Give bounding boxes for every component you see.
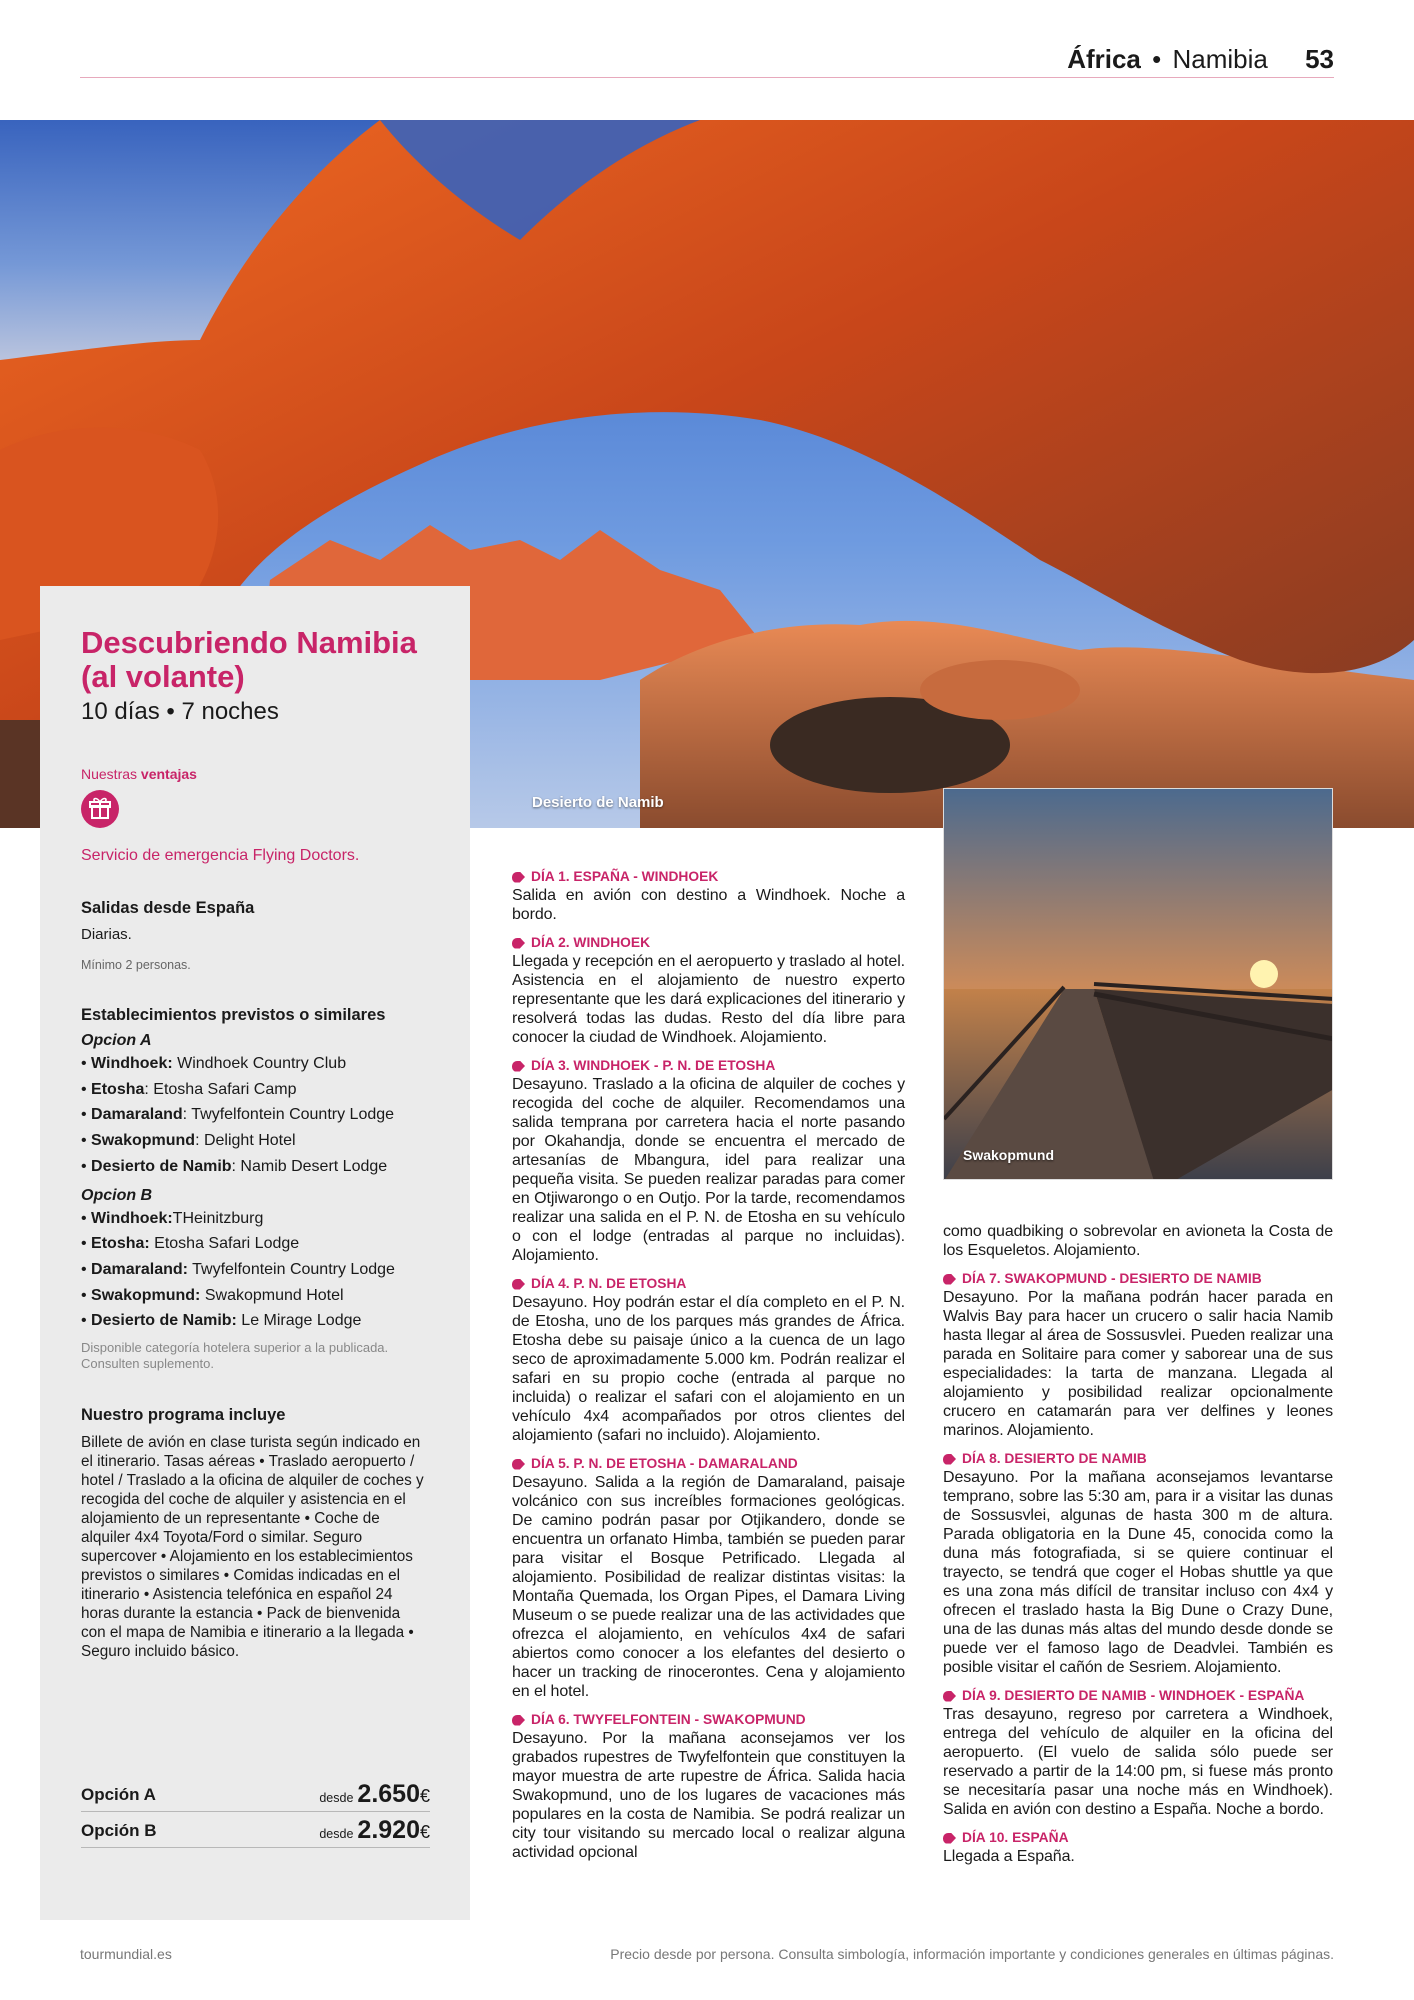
itinerary-day bbox=[943, 1687, 1333, 1819]
includes-text: Billete de avión en clase turista según indicado en el itinerario. Tasas aéreas • Traslado aeropuerto / hotel / Traslado a la oficina de alquiler de coches y recogida del coche de alquiler y asistencia en el alojamiento de un representante • Coche de alquiler 4x4 Toyota/Ford o similar. Seguro supercover • Alojamiento en los establecimientos previstos o similares • Comidas indicadas en el itinerario • Asistencia telefónica en español 24 horas durante la estancia • Pack de bienvenida con el mapa de Namibia e itinerario a la llegada • Seguro incluido básico. bbox=[81, 1434, 424, 1661]
day-title: DÍA 10. ESPAÑA bbox=[962, 1830, 1069, 1845]
price-row-option-b bbox=[81, 1812, 430, 1848]
list-item: • Damaraland: Twyfelfontein Country Lodge bbox=[81, 1106, 395, 1124]
trip-duration: 10 días • 7 noches bbox=[81, 698, 279, 725]
lodging-title: Establecimientos previstos o similares bbox=[81, 1006, 386, 1024]
header-country: Namibia bbox=[1172, 44, 1268, 74]
departures-frequency: Diarias. bbox=[81, 926, 132, 943]
footer-site-link[interactable]: tourmundial.es bbox=[80, 1946, 172, 1962]
departures-minimum: Mínimo 2 personas. bbox=[81, 958, 191, 972]
itinerary-day-intro bbox=[943, 1222, 1333, 1260]
arrow-icon bbox=[512, 938, 525, 949]
trip-title: Descubriendo Namibia (al volante) bbox=[81, 625, 417, 694]
footer-note: Precio desde por persona. Consulta simbología, información importante y condiciones generales en últimas páginas. bbox=[610, 1946, 1334, 1962]
advantages-label-prefix: Nuestras bbox=[81, 766, 138, 782]
day-text: Desayuno. Por la mañana podrán hacer parada en Walvis Bay para hacer un crucero o salir hacia Namib hasta llegar al área de Sossusvlei. Pueden realizar una parada en Solitaire para comer y saborear una de sus especialidades: la tarta de manzana. Llegada al alojamiento y posibilidad realizar opcionalmente crucero en catamarán para ver delfines y leones marinos. Alojamiento. bbox=[943, 1289, 1333, 1439]
page-header bbox=[80, 44, 1334, 78]
price-row-option-a bbox=[81, 1776, 430, 1812]
day-text: como quadbiking o sobrevolar en avioneta la Costa de los Esqueletos. Alojamiento. bbox=[943, 1223, 1333, 1259]
itinerary-day bbox=[512, 1455, 905, 1701]
list-item: • Windhoek: Windhoek Country Club bbox=[81, 1055, 347, 1072]
day-title: DÍA 6. TWYFELFONTEIN - SWAKOPMUND bbox=[531, 1712, 806, 1727]
lodging-option-a-list bbox=[81, 1051, 430, 1180]
lodging-option-b-list bbox=[81, 1206, 430, 1335]
list-item: • Windhoek:THeinitzburg bbox=[81, 1209, 264, 1227]
day-title: DÍA 4. P. N. DE ETOSHA bbox=[531, 1276, 687, 1291]
day-title: DÍA 5. P. N. DE ETOSHA - DAMARALAND bbox=[531, 1456, 798, 1471]
header-region: África bbox=[1067, 44, 1141, 74]
arrow-icon bbox=[943, 1833, 956, 1844]
header-breadcrumb bbox=[1067, 44, 1334, 74]
arrow-icon bbox=[943, 1454, 956, 1465]
lodging-option-b-heading: Opcion B bbox=[81, 1186, 153, 1204]
itinerary-day bbox=[512, 1711, 905, 1862]
itinerary-column-1 bbox=[512, 868, 905, 1872]
advantage-text: Servicio de emergencia Flying Doctors. bbox=[81, 847, 360, 864]
day-title: DÍA 3. WINDHOEK - P. N. DE ETOSHA bbox=[531, 1058, 776, 1073]
list-item: • Damaraland: Twyfelfontein Country Lodge bbox=[81, 1260, 395, 1278]
swakopmund-photo bbox=[943, 788, 1333, 1180]
itinerary-day bbox=[943, 1450, 1333, 1677]
arrow-icon bbox=[512, 1061, 525, 1072]
day-title: DÍA 1. ESPAÑA - WINDHOEK bbox=[531, 869, 719, 884]
list-item: • Etosha: Etosha Safari Lodge bbox=[81, 1235, 300, 1253]
itinerary-day bbox=[512, 1057, 905, 1265]
gift-icon bbox=[81, 790, 119, 828]
day-title: DÍA 2. WINDHOEK bbox=[531, 935, 651, 950]
arrow-icon bbox=[943, 1691, 956, 1702]
day-title: DÍA 8. DESIERTO DE NAMIB bbox=[962, 1451, 1147, 1466]
list-item: • Desierto de Namib: Namib Desert Lodge bbox=[81, 1157, 388, 1175]
price-value: desde 2.650€ bbox=[319, 1780, 430, 1808]
advantages-label bbox=[81, 766, 430, 782]
page-number: 53 bbox=[1305, 44, 1334, 74]
price-label: Opción A bbox=[81, 1785, 156, 1804]
day-text: Tras desayuno, regreso por carretera a Windhoek, entrega del vehículo de alquiler en la oficina del aeropuerto. (El vuelo de salida sólo puede ser reservado a partir de la 14:00 pm, si fuese más pronto se necesitaría pasar una noche más en Windhoek). Salida en avión con destino a España. Noche a bordo. bbox=[943, 1706, 1333, 1818]
list-item: • Swakopmund: Swakopmund Hotel bbox=[81, 1286, 344, 1304]
day-title: DÍA 7. SWAKOPMUND - DESIERTO DE NAMIB bbox=[962, 1271, 1262, 1286]
arrow-icon bbox=[512, 1459, 525, 1470]
itinerary-day bbox=[512, 934, 905, 1047]
itinerary-day bbox=[512, 1275, 905, 1445]
itinerary-day bbox=[943, 1270, 1333, 1440]
itinerary-day bbox=[512, 868, 905, 924]
price-label: Opción B bbox=[81, 1821, 157, 1840]
list-item: • Etosha: Etosha Safari Camp bbox=[81, 1080, 297, 1098]
advantages-label-bold: ventajas bbox=[140, 766, 197, 782]
lodging-option-a-heading: Opcion A bbox=[81, 1032, 152, 1049]
trip-info-panel bbox=[40, 586, 470, 1920]
photo2-caption: Swakopmund bbox=[963, 1147, 1055, 1163]
list-item: • Desierto de Namib: Le Mirage Lodge bbox=[81, 1312, 362, 1330]
day-title: DÍA 9. DESIERTO DE NAMIB - WINDHOEK - ESPAÑA bbox=[962, 1688, 1305, 1703]
day-text: Desayuno. Hoy podrán estar el día completo en el P. N. de Etosha, uno de los parques más grandes de África. Etosha debe su paisaje único a la cuenca de un lago seco de aproximadamente 5.000 km. Podrán realizar el safari en su propio coche (entrada al parque no incluida) o realizar el safari con el alojamiento en un vehículo 4x4 acompañados por otros clientes del alojamiento (safari no incluido). Alojamiento. bbox=[512, 1294, 905, 1444]
arrow-icon bbox=[512, 1279, 525, 1290]
day-text: Desayuno. Por la mañana aconsejamos levantarse temprano, sobre las 5:30 am, para ir a visitar las dunas de Sossusvlei, algunas de hasta 300 m de altura. Parada obligatoria en la Dune 45, conocida como la duna más fotografiada, si se quiere continuar el trayecto, se tendrá que coger el Hobas shuttle ya que es una zona más difícil de transitar incluso con 4x4 y ofrecen el traslado hasta la Big Dune o Crazy Dune, una de las dunas más altas del mundo desde donde se puede ver el famoso lago de Deadvlei. También es posible visitar el cañón de Sesriem. Alojamiento. bbox=[943, 1469, 1333, 1676]
arrow-icon bbox=[512, 1715, 525, 1726]
day-text: Desayuno. Por la mañana aconsejamos ver los grabados rupestres de Twyfelfontein que constituyen la mayor muestra de arte rupestre de África. Salida hacia Swakopmund, uno de los lugares de vacaciones más populares en la costa de Namibia. Se podrá realizar un city tour visitando su mercado local o realizar alguna actividad opcional bbox=[512, 1730, 905, 1861]
departures-title: Salidas desde España bbox=[81, 899, 255, 917]
lodging-note: Disponible categoría hotelera superior a la publicada. Consulten suplemento. bbox=[81, 1340, 389, 1372]
header-separator: • bbox=[1152, 44, 1162, 74]
hero-caption: Desierto de Namib bbox=[532, 794, 664, 811]
arrow-icon bbox=[512, 872, 525, 883]
day-text: Llegada a España. bbox=[943, 1848, 1075, 1865]
list-item: • Swakopmund: Delight Hotel bbox=[81, 1132, 296, 1150]
itinerary-day bbox=[943, 1829, 1333, 1866]
day-text: Salida en avión con destino a Windhoek. Noche a bordo. bbox=[512, 887, 905, 923]
itinerary-column-2 bbox=[943, 1222, 1333, 1876]
arrow-icon bbox=[943, 1274, 956, 1285]
day-text: Llegada y recepción en el aeropuerto y traslado al hotel. Asistencia en el alojamiento de nuestro experto representante que les dará explicaciones del itinerario y resolverá todas las dudas. Resto del día libre para conocer la ciudad de Windhoek. Alojamiento. bbox=[512, 953, 905, 1046]
day-text: Desayuno. Salida a la región de Damaraland, paisaje volcánico con sus increíbles formaciones geológicas. De camino podrán pasar por Otjikandero, donde se encuentra un orfanato Himba, también se pueden parar para visitar el Bosque Petrificado. Llegada al alojamiento. Posibilidad de realizar distintas visitas: la Montaña Quemada, los Organ Pipes, el Damara Living Museum o se puede realizar una de las actividades que ofrezca el alojamiento, en vehículos 4x4 de safari abiertos como conocer a los elefantes del desierto o hacer un tracking de rinocerontes. Cena y alojamiento en el hotel. bbox=[512, 1474, 905, 1700]
price-value: desde 2.920€ bbox=[319, 1816, 430, 1844]
pier-sunset-illustration bbox=[944, 789, 1333, 1180]
day-text: Desayuno. Traslado a la oficina de alquiler de coches y recogida del coche de alquiler. Recomendamos una salida temprana por carretera hacia el norte pasando por Okahandja, donde se encuentra el mercado de artesanías de Mbangura, idel para realizar una pequeña visita. Se pueden realizar paradas para comer en Otjiwarongo o en Outjo. Por la tarde, recomendamos realizar una salida en el P. N. de Etosha en su vehículo o con el lodge (entradas al parque no incluidas). Alojamiento. bbox=[512, 1076, 905, 1264]
includes-title: Nuestro programa incluye bbox=[81, 1406, 286, 1425]
